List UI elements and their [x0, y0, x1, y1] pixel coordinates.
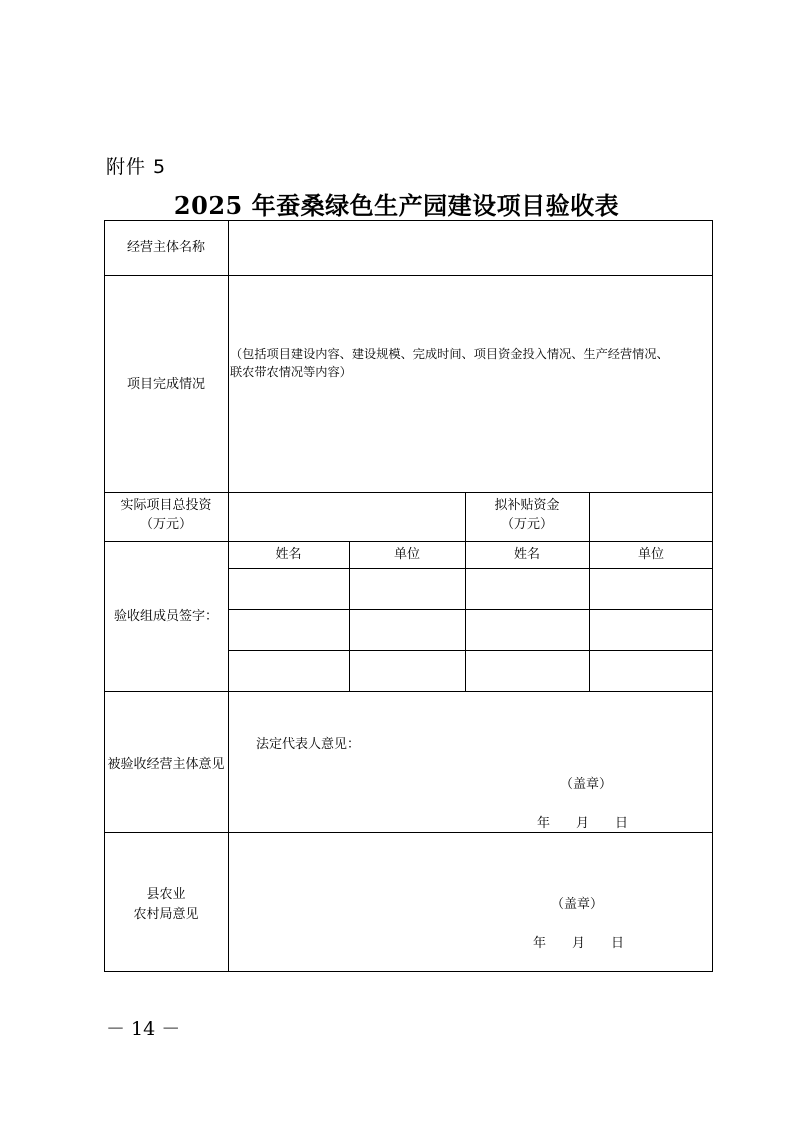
signature-cell[interactable] [229, 610, 349, 650]
subsidy-unit: （万元） [500, 517, 553, 532]
total-investment-label: 实际项目总投资 [120, 498, 212, 513]
committee-header-unit: 单位 [393, 547, 420, 562]
signature-cell[interactable] [466, 610, 589, 650]
entity-opinion-label: 被验收经营主体意见 [107, 757, 225, 772]
signature-cell[interactable] [590, 610, 712, 650]
completion-hint-line2: 联农带农情况等内容） [230, 365, 352, 379]
completion-hint-line1: （包括项目建设内容、建设规模、完成时间、项目资金投入情况、生产经营情况、 [230, 347, 669, 361]
table-border-bottom [104, 971, 713, 972]
total-investment-field[interactable] [229, 493, 465, 541]
table-border-right [712, 220, 713, 972]
committee-header-name: 姓名 [275, 547, 302, 562]
signature-cell[interactable] [229, 651, 349, 691]
row-separator [104, 541, 713, 542]
legal-rep-label: 法定代表人意见： [256, 737, 361, 752]
county-label-line1: 县农业 [146, 887, 186, 902]
signature-cell[interactable] [229, 569, 349, 609]
entity-name-field[interactable] [229, 221, 712, 275]
form-title: 2025 年蚕桑绿色生产园建设项目验收表 [173, 191, 620, 220]
acceptance-form-table [104, 220, 713, 972]
page-number: － 14 － [106, 1018, 181, 1040]
seal-2: （盖章） [551, 897, 604, 912]
table-border-left [104, 220, 105, 972]
total-investment-unit: （万元） [139, 517, 192, 532]
signature-cell[interactable] [590, 651, 712, 691]
date-2: 年 月 日 [533, 936, 625, 951]
seal-1: （盖章） [560, 777, 613, 792]
entity-name-label: 经营主体名称 [126, 240, 205, 255]
signature-cell[interactable] [350, 569, 465, 609]
committee-label: 验收组成员签字： [113, 609, 218, 624]
completion-label: 项目完成情况 [126, 377, 205, 392]
subsidy-label: 拟补贴资金 [494, 498, 560, 513]
subsidy-field[interactable] [590, 493, 712, 541]
signature-cell[interactable] [350, 610, 465, 650]
attachment-label: 附件 5 [106, 156, 167, 178]
date-1: 年 月 日 [537, 816, 629, 831]
signature-cell[interactable] [350, 651, 465, 691]
committee-header-unit: 单位 [637, 547, 664, 562]
signature-cell[interactable] [466, 569, 589, 609]
county-label-line2: 农村局意见 [133, 907, 199, 922]
committee-header-name: 姓名 [513, 547, 540, 562]
signature-cell[interactable] [466, 651, 589, 691]
signature-cell[interactable] [590, 569, 712, 609]
row-separator [104, 691, 713, 692]
completion-field[interactable] [229, 276, 712, 492]
